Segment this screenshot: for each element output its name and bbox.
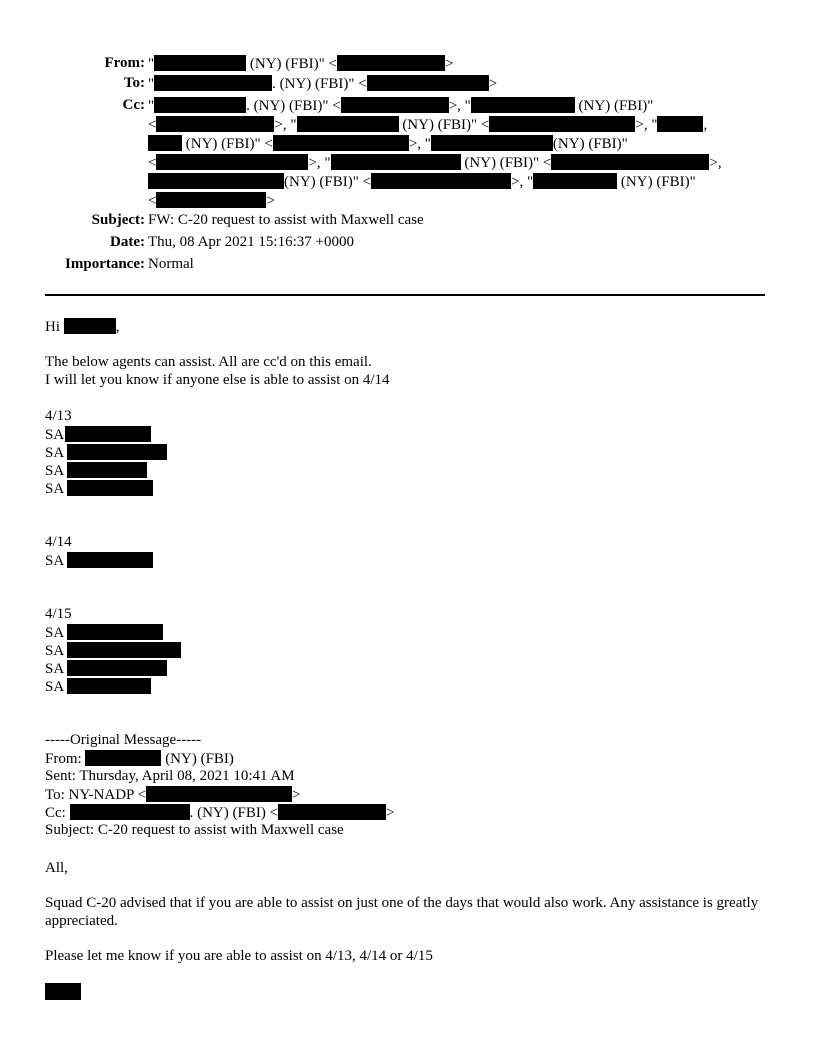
redaction — [154, 75, 272, 91]
original-to — [45, 786, 301, 804]
from-value — [148, 55, 453, 73]
to-label: To: — [123, 75, 145, 91]
date-label: Date: — [110, 234, 145, 250]
redaction — [67, 462, 147, 478]
original-salutation: All, — [45, 860, 68, 876]
redaction — [146, 786, 292, 802]
cc-line-3 — [148, 135, 628, 153]
agent-row — [45, 480, 153, 498]
redaction — [657, 116, 703, 132]
redaction — [273, 135, 409, 151]
cc-text: >, " — [274, 117, 297, 133]
agent-prefix: SA — [45, 625, 64, 641]
cc-text: >, " — [308, 155, 331, 171]
agent-row — [45, 624, 163, 642]
from-text: > — [444, 56, 454, 72]
cc-text: >, " — [408, 136, 431, 152]
subject-label: Subject: — [91, 212, 145, 228]
agent-row — [45, 660, 167, 678]
to-text: . (NY) (FBI)" < — [272, 76, 367, 92]
redaction — [70, 804, 190, 820]
redaction — [156, 192, 266, 208]
original-to-text: To: NY-NADP < — [45, 787, 147, 803]
redaction — [371, 173, 511, 189]
day-heading: 4/14 — [45, 534, 72, 550]
redaction — [431, 135, 553, 151]
day-heading: 4/13 — [45, 408, 72, 424]
redaction — [154, 55, 246, 71]
cc-text: (NY) (FBI)" — [617, 174, 696, 190]
redaction — [64, 318, 116, 334]
cc-text: , — [703, 117, 708, 133]
redaction — [65, 426, 151, 442]
redaction — [156, 154, 308, 170]
importance-label: Importance: — [65, 256, 145, 272]
from-text: (NY) (FBI)" < — [246, 56, 337, 72]
cc-line-1 — [148, 97, 653, 115]
greeting-text: , — [115, 319, 120, 335]
cc-text: >, " — [448, 98, 471, 114]
agent-prefix: SA — [45, 553, 64, 569]
cc-text: >, " — [635, 117, 658, 133]
redaction — [533, 173, 617, 189]
date-value: Thu, 08 Apr 2021 15:16:37 +0000 — [148, 234, 354, 250]
to-text: > — [488, 76, 498, 92]
original-subject: Subject: C-20 request to assist with Maxwell case — [45, 822, 344, 838]
greeting-text: Hi — [45, 319, 60, 335]
redaction — [148, 135, 182, 151]
cc-text: > — [266, 193, 275, 209]
redaction — [148, 173, 284, 189]
agent-prefix: SA — [45, 679, 64, 695]
redaction — [278, 804, 386, 820]
subject-value: FW: C-20 request to assist with Maxwell case — [148, 212, 424, 228]
redaction — [156, 116, 274, 132]
cc-text: (NY) (FBI)" < — [460, 155, 552, 171]
agent-prefix: SA — [45, 481, 64, 497]
agent-prefix: SA — [45, 463, 64, 479]
redaction — [67, 660, 167, 676]
to-value — [148, 75, 497, 93]
original-paragraph-1: Squad C-20 advised that if you are able to assist on just one of the days that would also work. Any assistance is greatly appreciated. — [45, 895, 759, 929]
redaction — [341, 97, 449, 113]
body-line-2: I will let you know if anyone else is able to assist on 4/14 — [45, 372, 390, 388]
cc-text: < — [148, 193, 157, 209]
body-line-1: The below agents can assist. All are cc'd on this email. — [45, 354, 372, 370]
redaction — [551, 154, 709, 170]
original-from — [45, 750, 234, 768]
redaction — [297, 116, 399, 132]
redaction — [67, 678, 151, 694]
original-from-label: From: — [45, 751, 82, 767]
cc-label: Cc: — [122, 97, 145, 113]
cc-line-6 — [148, 192, 275, 210]
cc-text: >, — [709, 155, 722, 171]
cc-text: < — [148, 117, 157, 133]
agent-row — [45, 426, 151, 444]
cc-text: " — [148, 98, 155, 114]
from-text: " — [148, 56, 155, 72]
agent-row — [45, 552, 153, 570]
original-paragraph-2: Please let me know if you are able to assist on 4/13, 4/14 or 4/15 — [45, 948, 433, 964]
importance-value: Normal — [148, 256, 194, 272]
agent-prefix: SA — [45, 661, 64, 677]
signature-redaction — [45, 983, 81, 1000]
original-cc — [45, 804, 395, 822]
cc-line-4 — [148, 154, 722, 172]
cc-line-5 — [148, 173, 696, 191]
original-cc-text: > — [386, 805, 395, 821]
from-label: From: — [104, 55, 145, 71]
agent-prefix: SA — [45, 445, 64, 461]
agent-prefix: SA — [45, 643, 64, 659]
header-divider — [45, 294, 765, 296]
cc-text: (NY) (FBI)" < — [398, 117, 490, 133]
original-to-text: > — [292, 787, 301, 803]
agent-row — [45, 678, 151, 696]
redaction — [367, 75, 489, 91]
cc-text: (NY) (FBI)" < — [182, 136, 273, 152]
redaction — [154, 97, 246, 113]
cc-text: (NY) (FBI)" — [574, 98, 654, 114]
agent-row — [45, 642, 181, 660]
redaction — [67, 444, 167, 460]
original-separator: -----Original Message----- — [45, 732, 202, 748]
redaction — [67, 480, 153, 496]
original-sent: Sent: Thursday, April 08, 2021 10:41 AM — [45, 768, 295, 784]
cc-text: . (NY) (FBI)" < — [246, 98, 341, 114]
agent-prefix: SA — [45, 427, 65, 443]
day-heading: 4/15 — [45, 606, 72, 622]
redaction — [471, 97, 575, 113]
redaction — [85, 750, 161, 766]
cc-text: (NY) (FBI)" — [552, 136, 628, 152]
redaction — [489, 116, 635, 132]
redaction — [67, 552, 153, 568]
redaction — [337, 55, 445, 71]
redaction — [331, 154, 461, 170]
redaction — [67, 624, 163, 640]
original-cc-label: Cc: — [45, 805, 66, 821]
cc-text: (NY) (FBI)" < — [284, 174, 372, 190]
redaction — [67, 642, 181, 658]
to-text: " — [148, 76, 155, 92]
cc-text: < — [148, 155, 157, 171]
greeting — [45, 318, 120, 336]
original-from-text: (NY) (FBI) — [161, 751, 234, 767]
agent-row — [45, 462, 147, 480]
agent-row — [45, 444, 167, 462]
cc-text: >, " — [511, 174, 534, 190]
original-cc-text: . (NY) (FBI) < — [189, 805, 279, 821]
cc-line-2 — [148, 116, 707, 134]
